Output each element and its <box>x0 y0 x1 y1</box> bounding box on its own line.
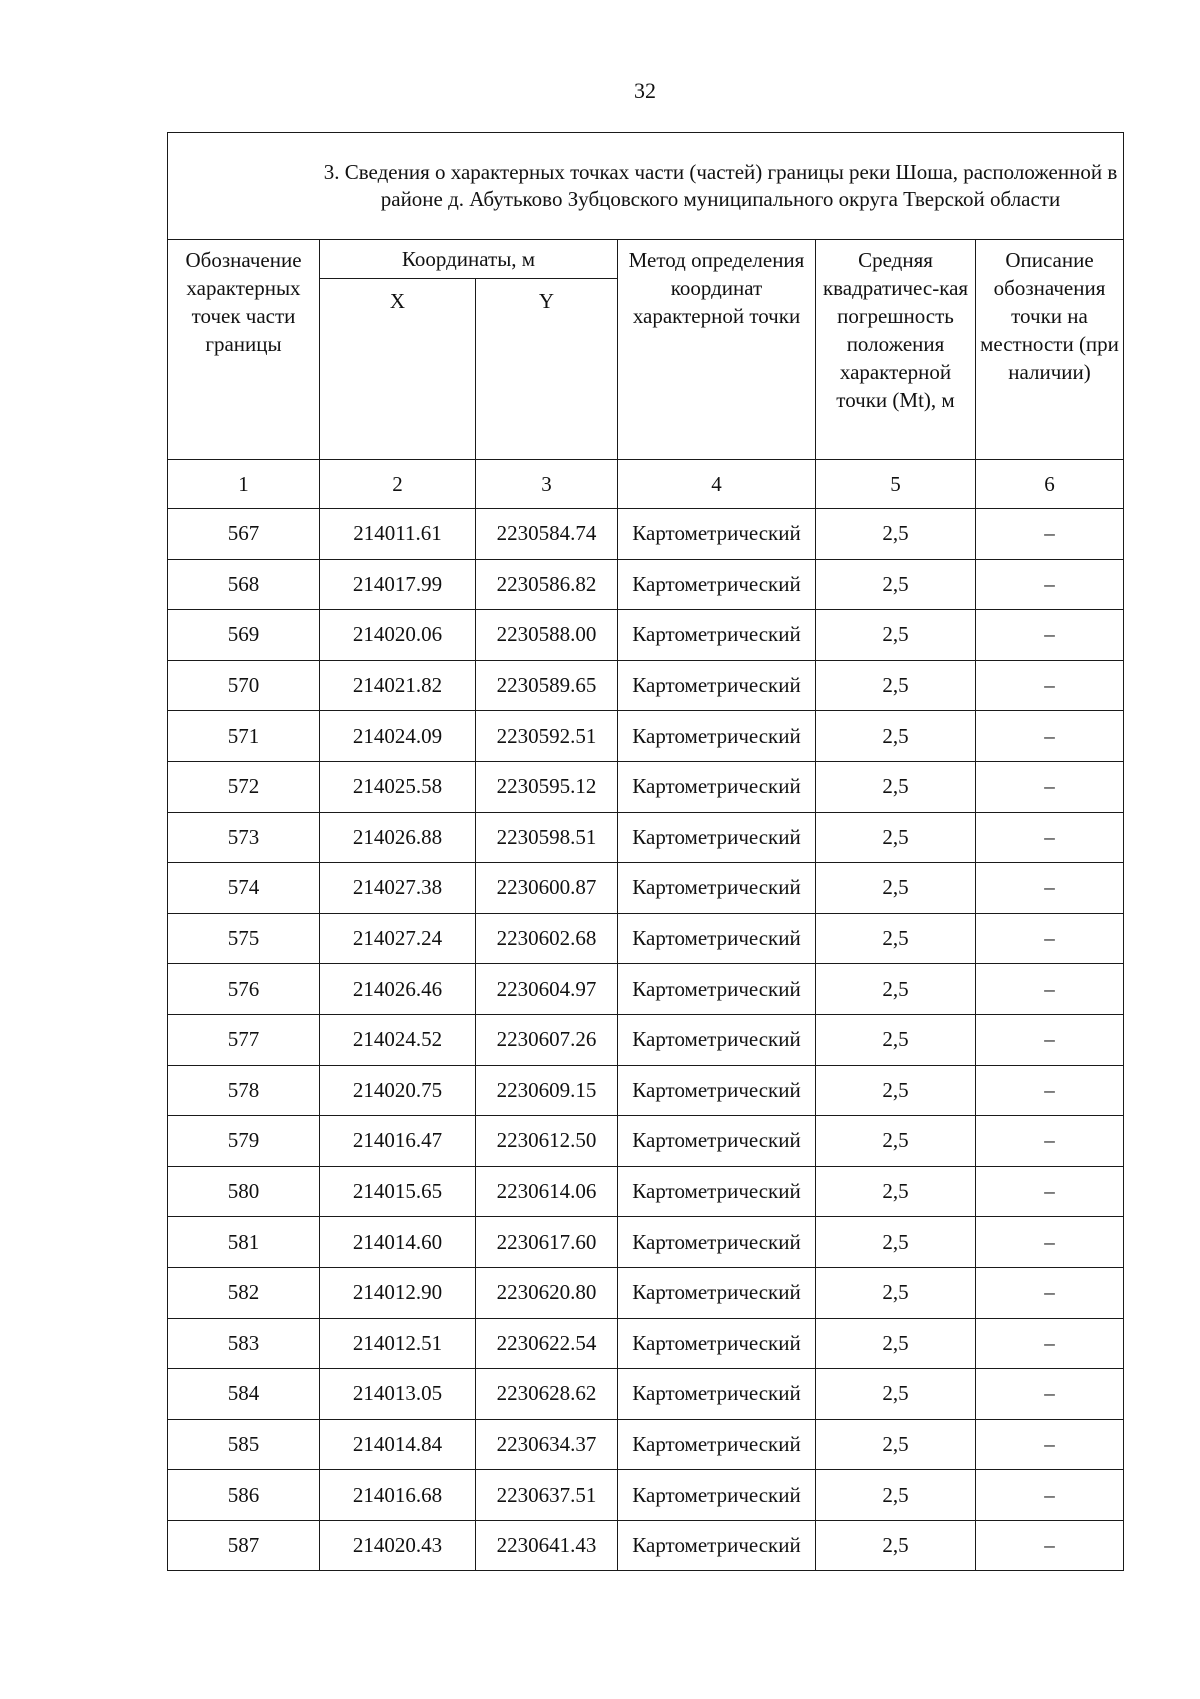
table-row <box>168 711 1124 762</box>
method: Картометрический <box>618 863 816 914</box>
method: Картометрический <box>618 1267 816 1318</box>
coord-y: 2230617.60 <box>476 1217 618 1268</box>
coord-y: 2230622.54 <box>476 1318 618 1369</box>
method: Картометрический <box>618 1065 816 1116</box>
error-value: 2,5 <box>816 610 976 661</box>
point-number: 578 <box>168 1065 320 1116</box>
table-row <box>168 509 1124 560</box>
description: – <box>976 761 1124 812</box>
error-value: 2,5 <box>816 660 976 711</box>
table-row <box>168 1470 1124 1521</box>
coord-y: 2230592.51 <box>476 711 618 762</box>
point-number: 586 <box>168 1470 320 1521</box>
description: – <box>976 610 1124 661</box>
point-number: 585 <box>168 1419 320 1470</box>
coord-x: 214012.51 <box>320 1318 476 1369</box>
table-title-cell <box>168 133 1124 240</box>
column-number-row <box>168 460 1124 509</box>
table-row <box>168 1419 1124 1470</box>
table-row <box>168 1217 1124 1268</box>
coord-x: 214021.82 <box>320 660 476 711</box>
method: Картометрический <box>618 610 816 661</box>
table-row <box>168 761 1124 812</box>
description: – <box>976 913 1124 964</box>
method: Картометрический <box>618 711 816 762</box>
description: – <box>976 711 1124 762</box>
column-number: 1 <box>168 460 320 509</box>
method: Картометрический <box>618 509 816 560</box>
boundary-points-table <box>167 132 1124 1571</box>
coord-x: 214011.61 <box>320 509 476 560</box>
point-number: 570 <box>168 660 320 711</box>
description: – <box>976 863 1124 914</box>
table-row <box>168 1520 1124 1571</box>
error-value: 2,5 <box>816 559 976 610</box>
table-row <box>168 1166 1124 1217</box>
description: – <box>976 1318 1124 1369</box>
point-number: 569 <box>168 610 320 661</box>
coord-y: 2230641.43 <box>476 1520 618 1571</box>
method: Картометрический <box>618 1217 816 1268</box>
point-number: 584 <box>168 1369 320 1420</box>
header-coordinates: Координаты, м <box>320 240 618 279</box>
description: – <box>976 559 1124 610</box>
coord-x: 214012.90 <box>320 1267 476 1318</box>
point-number: 579 <box>168 1116 320 1167</box>
error-value: 2,5 <box>816 1520 976 1571</box>
method: Картометрический <box>618 1318 816 1369</box>
point-number: 581 <box>168 1217 320 1268</box>
error-value: 2,5 <box>816 1116 976 1167</box>
method: Картометрический <box>618 761 816 812</box>
error-value: 2,5 <box>816 913 976 964</box>
description: – <box>976 1116 1124 1167</box>
table-row <box>168 1369 1124 1420</box>
error-value: 2,5 <box>816 1065 976 1116</box>
description: – <box>976 1520 1124 1571</box>
table-title: 3. Сведения о характерных точках части (частей) границы реки Шоша, расположенной в районе д. Абутьково Зубцовского муниципального округа Тверской области <box>323 160 1118 211</box>
error-value: 2,5 <box>816 509 976 560</box>
method: Картометрический <box>618 1520 816 1571</box>
coord-y: 2230637.51 <box>476 1470 618 1521</box>
table-row <box>168 660 1124 711</box>
description: – <box>976 1419 1124 1470</box>
method: Картометрический <box>618 1470 816 1521</box>
point-number: 582 <box>168 1267 320 1318</box>
error-value: 2,5 <box>816 812 976 863</box>
method: Картометрический <box>618 1014 816 1065</box>
point-number: 577 <box>168 1014 320 1065</box>
table-row <box>168 1065 1124 1116</box>
error-value: 2,5 <box>816 1369 976 1420</box>
coord-y: 2230634.37 <box>476 1419 618 1470</box>
coord-y: 2230607.26 <box>476 1014 618 1065</box>
coord-y: 2230602.68 <box>476 913 618 964</box>
page-number: 32 <box>634 78 656 103</box>
error-value: 2,5 <box>816 711 976 762</box>
method: Картометрический <box>618 1419 816 1470</box>
coord-x: 214020.75 <box>320 1065 476 1116</box>
header-designation: Обозначение характерных точек части границы <box>168 240 320 460</box>
header-y: Y <box>476 279 618 460</box>
point-number: 574 <box>168 863 320 914</box>
coord-x: 214026.88 <box>320 812 476 863</box>
error-value: 2,5 <box>816 1217 976 1268</box>
point-number: 568 <box>168 559 320 610</box>
error-value: 2,5 <box>816 863 976 914</box>
table-row <box>168 812 1124 863</box>
coord-x: 214027.24 <box>320 913 476 964</box>
coord-y: 2230588.00 <box>476 610 618 661</box>
description: – <box>976 1065 1124 1116</box>
coord-x: 214027.38 <box>320 863 476 914</box>
error-value: 2,5 <box>816 1267 976 1318</box>
error-value: 2,5 <box>816 761 976 812</box>
coord-y: 2230609.15 <box>476 1065 618 1116</box>
table-row <box>168 559 1124 610</box>
table-row <box>168 1116 1124 1167</box>
description: – <box>976 1369 1124 1420</box>
coord-x: 214014.60 <box>320 1217 476 1268</box>
description: – <box>976 1267 1124 1318</box>
description: – <box>976 509 1124 560</box>
coord-x: 214024.09 <box>320 711 476 762</box>
table-row <box>168 1318 1124 1369</box>
coord-x: 214020.43 <box>320 1520 476 1571</box>
coord-x: 214015.65 <box>320 1166 476 1217</box>
method: Картометрический <box>618 1369 816 1420</box>
column-number: 5 <box>816 460 976 509</box>
point-number: 576 <box>168 964 320 1015</box>
point-number: 573 <box>168 812 320 863</box>
coord-x: 214016.47 <box>320 1116 476 1167</box>
header-x: X <box>320 279 476 460</box>
header-description: Описание обозначения точки на местности (при наличии) <box>976 240 1124 460</box>
description: – <box>976 812 1124 863</box>
column-number: 2 <box>320 460 476 509</box>
description: – <box>976 1470 1124 1521</box>
point-number: 580 <box>168 1166 320 1217</box>
method: Картометрический <box>618 1166 816 1217</box>
coord-x: 214016.68 <box>320 1470 476 1521</box>
coord-y: 2230614.06 <box>476 1166 618 1217</box>
table-row <box>168 964 1124 1015</box>
coord-x: 214020.06 <box>320 610 476 661</box>
point-number: 571 <box>168 711 320 762</box>
column-number: 6 <box>976 460 1124 509</box>
description: – <box>976 660 1124 711</box>
header-error: Средняя квадратичес-кая погрешность положения характерной точки (Mt), м <box>816 240 976 460</box>
coord-y: 2230600.87 <box>476 863 618 914</box>
coord-x: 214017.99 <box>320 559 476 610</box>
coord-x: 214026.46 <box>320 964 476 1015</box>
column-number: 4 <box>618 460 816 509</box>
coord-y: 2230604.97 <box>476 964 618 1015</box>
table-body <box>168 509 1124 1571</box>
table-row <box>168 610 1124 661</box>
coord-y: 2230586.82 <box>476 559 618 610</box>
method: Картометрический <box>618 964 816 1015</box>
coord-x: 214014.84 <box>320 1419 476 1470</box>
table-row <box>168 913 1124 964</box>
point-number: 572 <box>168 761 320 812</box>
table-row <box>168 863 1124 914</box>
description: – <box>976 1166 1124 1217</box>
coord-y: 2230612.50 <box>476 1116 618 1167</box>
table-row <box>168 1267 1124 1318</box>
method: Картометрический <box>618 913 816 964</box>
header-method: Метод определения координат характерной точки <box>618 240 816 460</box>
error-value: 2,5 <box>816 1318 976 1369</box>
method: Картометрический <box>618 1116 816 1167</box>
point-number: 587 <box>168 1520 320 1571</box>
method: Картометрический <box>618 660 816 711</box>
error-value: 2,5 <box>816 1014 976 1065</box>
description: – <box>976 1217 1124 1268</box>
point-number: 575 <box>168 913 320 964</box>
coord-y: 2230628.62 <box>476 1369 618 1420</box>
table-row <box>168 1014 1124 1065</box>
coord-x: 214024.52 <box>320 1014 476 1065</box>
coord-x: 214025.58 <box>320 761 476 812</box>
description: – <box>976 1014 1124 1065</box>
error-value: 2,5 <box>816 1419 976 1470</box>
method: Картометрический <box>618 559 816 610</box>
coord-y: 2230595.12 <box>476 761 618 812</box>
coord-y: 2230584.74 <box>476 509 618 560</box>
point-number: 567 <box>168 509 320 560</box>
method: Картометрический <box>618 812 816 863</box>
coord-y: 2230598.51 <box>476 812 618 863</box>
description: – <box>976 964 1124 1015</box>
coord-x: 214013.05 <box>320 1369 476 1420</box>
coord-y: 2230589.65 <box>476 660 618 711</box>
coord-y: 2230620.80 <box>476 1267 618 1318</box>
point-number: 583 <box>168 1318 320 1369</box>
error-value: 2,5 <box>816 964 976 1015</box>
error-value: 2,5 <box>816 1470 976 1521</box>
error-value: 2,5 <box>816 1166 976 1217</box>
column-number: 3 <box>476 460 618 509</box>
